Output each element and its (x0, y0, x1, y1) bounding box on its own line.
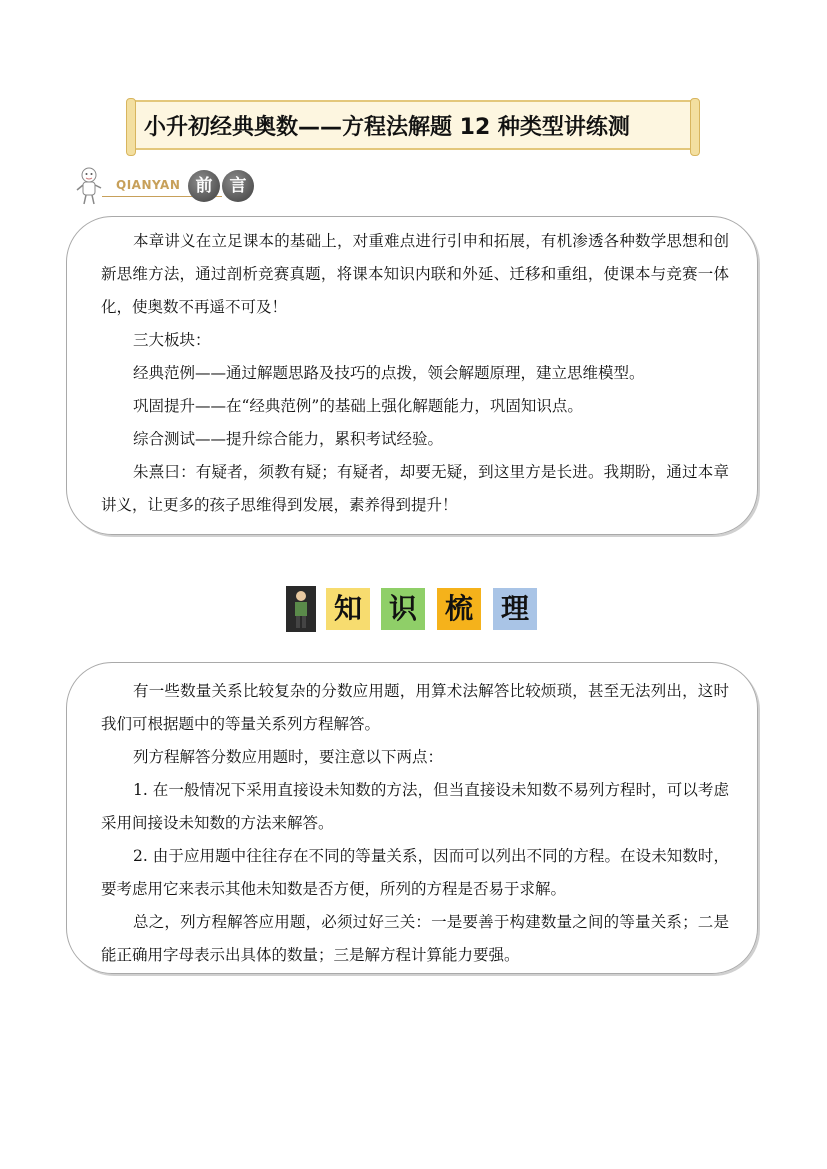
knowledge-tile-2: 识 (381, 588, 425, 630)
knowledge-paragraph: 1. 在一般情况下采用直接设未知数的方法，但当直接设未知数不易列方程时，可以考虑采用间接设未知数的方法来解答。 (101, 781, 729, 832)
knowledge-tile-3: 梳 (437, 588, 481, 630)
knowledge-paragraph: 2. 由于应用题中往往存在不同的等量关系，因而可以列出不同的方程。在设未知数时，要考虑用它来表示其他未知数是否方便，所列的方程是否易于求解。 (101, 847, 729, 898)
knowledge-paragraph: 有一些数量关系比较复杂的分数应用题，用算术法解答比较烦琐，甚至无法列出，这时我们可根据题中的等量关系列方程解答。 (101, 682, 729, 733)
knowledge-paragraph: 总之，列方程解答应用题，必须过好三关：一是要善于构建数量之间的等量关系；二是能正确用字母表示出具体的数量；三是解方程计算能力要强。 (101, 913, 729, 964)
knowledge-box (66, 662, 758, 974)
knowledge-tile-4: 理 (493, 588, 537, 630)
preface-box (66, 216, 758, 535)
preface-paragraph: 朱熹曰：有疑者，须教有疑；有疑者，却要无疑，到这里方是长进。我期盼，通过本章讲义，让更多的孩子思维得到发展，素养得到提升！ (101, 463, 729, 514)
preface-paragraph: 巩固提升——在“经典范例”的基础上强化解题能力，巩固知识点。 (133, 397, 583, 415)
preface-banner (74, 166, 274, 210)
preface-paragraph: 本章讲义在立足课本的基础上，对重难点进行引申和拓展，有机渗透各种数学思想和创新思维方法，通过剖析竞赛真题，将课本知识内联和外延、迁移和重组，使课本与竞赛一体化，使奥数不再遥不可及！ (101, 232, 729, 316)
mascot-icon (74, 166, 104, 206)
preface-paragraph: 综合测试——提升综合能力，累积考试经验。 (133, 430, 444, 448)
page-title: 小升初经典奥数——方程法解题 12 种类型讲练测 (144, 115, 630, 140)
preface-label: QIANYAN (116, 178, 181, 192)
teacher-icon (286, 586, 316, 632)
title-banner (128, 100, 698, 150)
preface-paragraph: 三大板块： (133, 331, 211, 349)
preface-paragraph: 经典范例——通过解题思路及技巧的点拨，领会解题原理，建立思维模型。 (133, 364, 645, 382)
knowledge-tile-1: 知 (326, 588, 370, 630)
preface-char-1: 前 (188, 170, 220, 202)
knowledge-paragraph: 列方程解答分数应用题时，要注意以下两点： (133, 748, 444, 766)
knowledge-header (286, 586, 546, 632)
preface-char-2: 言 (222, 170, 254, 202)
